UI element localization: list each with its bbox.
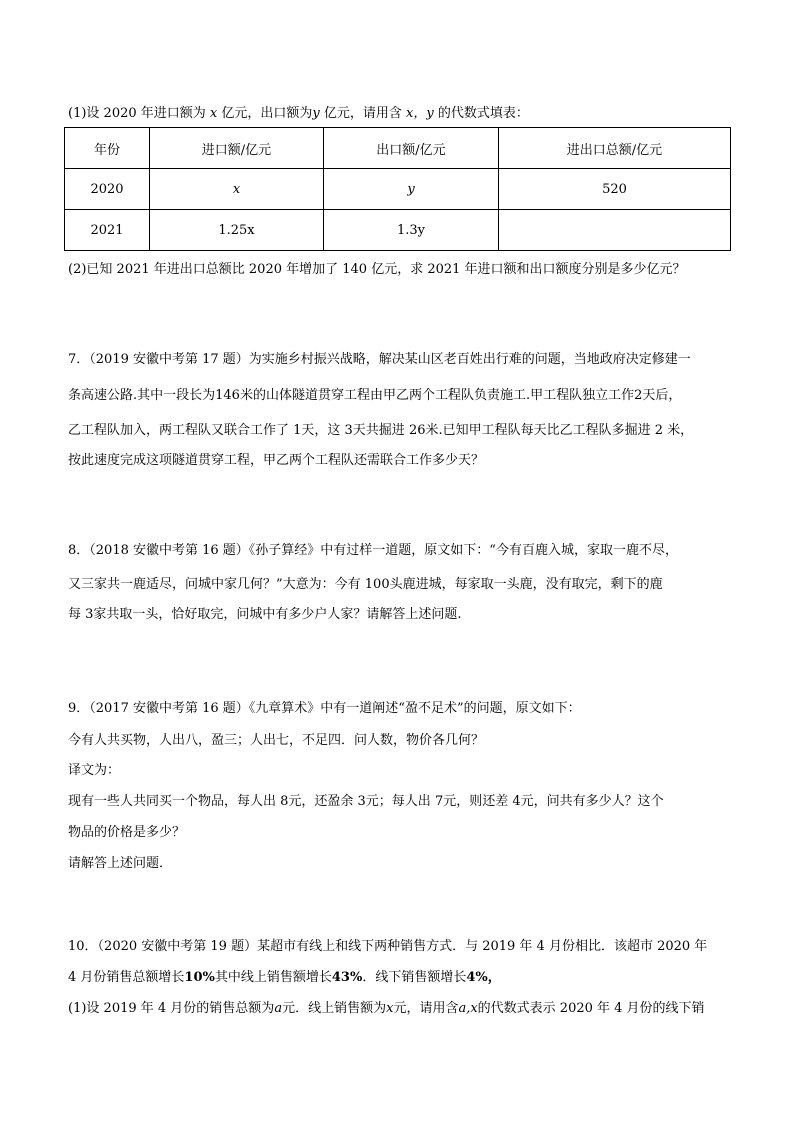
q9-line: 请解答上述问题． [68,856,173,871]
table-cell: 2020 [65,169,150,210]
table-header-row [65,128,731,169]
part1-instruction [68,105,529,123]
part2-question: (2)已知 2021 年进出口总额比 2020 年增加了 140 亿元，求 2021 年进口额和出口额度分别是多少亿元？ [68,262,686,277]
table-header-cell: 年份 [65,128,150,169]
var-x: x [386,1001,394,1016]
table-header-cell: 进出口总额/亿元 [499,128,731,169]
table-header-cell: 出口额/亿元 [324,128,499,169]
q10-text: 元．线上销售额为 [282,1001,387,1016]
var-a: a [274,1001,283,1016]
var-x: x [209,106,218,121]
q9-line: 现有一些人共同买一个物品，每人出 8元，还盈余 3元；每人出 7元，则还差 4元，问共有多少人？这个 [68,794,664,809]
q10-text: 4 月份销售总额增长 [68,970,185,985]
part1-text-b: 亿元，出口额为 [217,106,313,121]
var-xy: x，y [406,106,434,121]
q7-line: 乙工程队加入，两工程队又联合工作了 1天，这 3天共掘进 26米.已知甲工程队每天比乙工程队多掘进 2 米， [68,423,694,438]
table-cell: 1.25x [150,210,324,251]
q10-text: 的代数式表示 2020 年 4 月份的线下销 [477,1001,705,1016]
q10-text: 其中线上销售额增长 [214,970,332,985]
q9-line: 译文为： [68,763,121,778]
part1-text-c: 亿元，请用含 [319,106,407,121]
q8-line: 8．（2018 安徽中考第 16 题）《孙子算经》中有过样一道题，原文如下：“今有百鹿入城，家取一鹿不尽， [68,543,678,558]
q10-percent: 43% [331,970,363,985]
q10-text: (1)设 2019 年 4 月份的销售总额为 [68,1001,275,1016]
table-row [65,210,731,251]
q8-line: 又三家共一鹿适尽，问城中家几何？”大意为：今有 100头鹿进城，每家取一头鹿，没有取完，剩下的鹿 [68,577,663,592]
table-cell: 1.3y [324,210,499,251]
table-cell [499,210,731,251]
table-cell: 2021 [65,210,150,251]
q9-line: 9．（2017 安徽中考第 16 题）《九章算术》中有一道阐述“盈不足术”的问题，原文如下： [68,701,581,716]
table-row [65,169,731,210]
q7-line: 条高速公路.其中一段长为146米的山体隧道贯穿工程由甲乙两个工程队负责施工.甲工程队独立工作2天后， [68,388,682,403]
q9-line: 今有人共买物，人出八，盈三；人出七，不足四．问人数，物价各几何？ [68,733,485,748]
q10-text: ， [487,970,501,985]
table-cell: x [150,169,324,210]
q10-percent: 4% [466,970,488,985]
part1-text-a: (1)设 2020 年进口额为 [68,106,210,121]
q7-line: 按此速度完成这项隧道贯穿工程，甲乙两个工程队还需联合工作多少天？ [68,453,485,468]
q10-text: ．线下销售额增长 [362,970,467,985]
q8-line: 每 3家共取一头，恰好取完，问城中有多少户人家？请解答上述问题. [68,607,462,622]
q10-line [68,969,501,987]
q10-line: 10．（2020 安徽中考第 19 题）某超市有线上和线下两种销售方式．与 2019 年 4 月份相比．该超市 2020 年 [68,939,708,954]
table-header-cell: 进口额/亿元 [150,128,324,169]
part1-text-d: 的代数式填表： [433,106,529,121]
trade-table [64,127,731,251]
q10-percent: 10% [184,970,215,985]
q10-line [68,1000,705,1018]
table-cell: y [324,169,499,210]
var-y: y [312,106,320,121]
table-cell: 520 [499,169,731,210]
var-ax: a,x [458,1001,478,1016]
q10-text: 元，请用含 [393,1001,459,1016]
q7-line: 7．（2019 安徽中考第 17 题）为实施乡村振兴战略，解决某山区老百姓出行难的问题，当地政府决定修建一 [68,352,691,367]
q9-line: 物品的价格是多少？ [68,825,186,840]
